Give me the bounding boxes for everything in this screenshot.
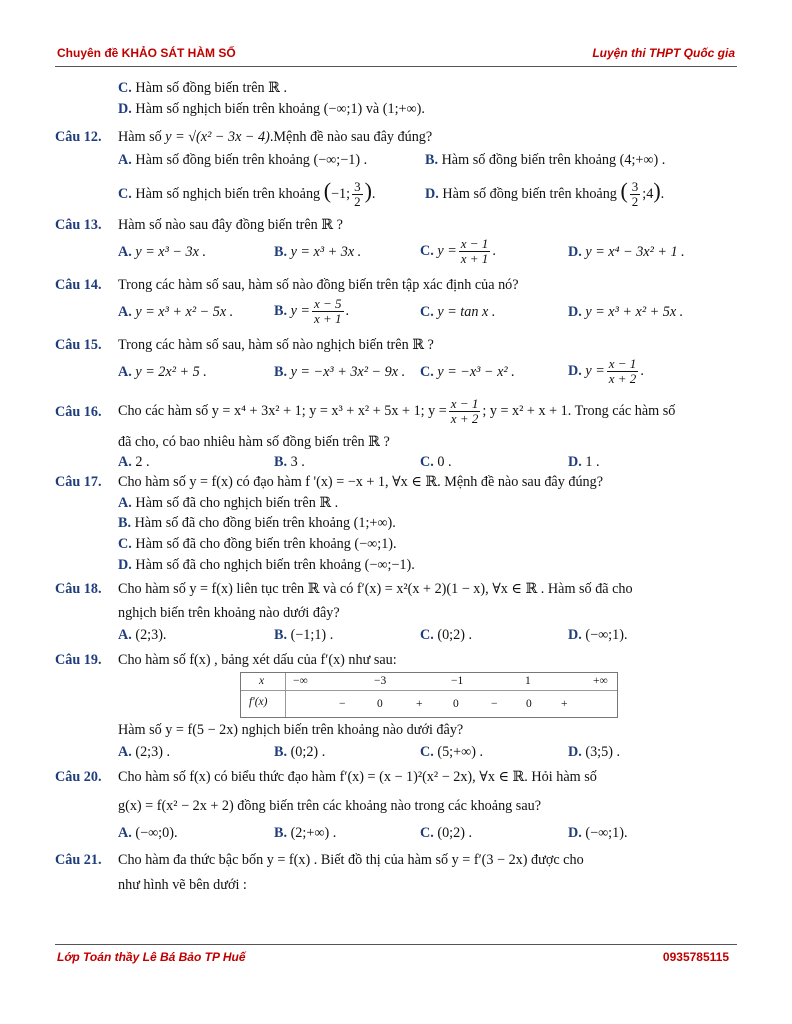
sign-table bbox=[240, 672, 618, 718]
sign-table-f-label: f′(x) bbox=[249, 696, 268, 708]
sign-table-x-label: x bbox=[259, 675, 265, 687]
header-course: Luyện thi THPT Quốc gia bbox=[592, 46, 735, 60]
q13-label: Câu 13. bbox=[55, 217, 102, 233]
q16-option-d: D. 1 . bbox=[568, 454, 600, 470]
sign-table-sign: + bbox=[416, 698, 423, 710]
q13-stem: Hàm số nào sau đây đồng biến trên ℝ ? bbox=[118, 217, 343, 233]
q12-stem: Hàm số y = √(x² − 3x − 4).Mệnh đề nào sau đây đúng? bbox=[118, 129, 433, 145]
q16-option-c: C. 0 . bbox=[420, 454, 452, 470]
sign-table-x-value: −∞ bbox=[293, 675, 308, 687]
q19-stem: Cho hàm số f(x) , bảng xét dấu của f′(x) như sau: bbox=[118, 652, 397, 668]
q14-option-a: A. y = x³ + x² − 5x . bbox=[118, 304, 234, 320]
q14-option-b: B. y = $\frac{x - 5}{x + 1}$ . bbox=[274, 296, 350, 327]
footer-rule bbox=[55, 944, 737, 945]
q15-stem: Trong các hàm số sau, hàm số nào nghịch biến trên ℝ ? bbox=[118, 337, 434, 353]
q18-option-d: D. (−∞;1). bbox=[568, 627, 628, 643]
q13-option-b: B. y = x³ + 3x . bbox=[274, 244, 362, 260]
sign-table-sign: 0 bbox=[526, 698, 532, 710]
q20-label: Câu 20. bbox=[55, 769, 102, 785]
sign-table-sign: 0 bbox=[453, 698, 459, 710]
sign-table-x-value: −1 bbox=[451, 675, 464, 687]
sign-table-divider bbox=[285, 673, 286, 717]
q15-option-c: C. y = −x³ − x² . bbox=[420, 364, 515, 380]
q18-option-a: A. (2;3). bbox=[118, 627, 167, 643]
header-rule bbox=[55, 66, 737, 67]
q21-stem-cont: như hình vẽ bên dưới : bbox=[118, 877, 247, 893]
q20-option-b: B. (2;+∞) . bbox=[274, 825, 337, 841]
q14-stem: Trong các hàm số sau, hàm số nào đồng biến trên tập xác định của nó? bbox=[118, 277, 519, 293]
q17-option-b: B. Hàm số đã cho đồng biến trên khoảng (1;+∞). bbox=[118, 515, 396, 531]
q17-option-a: A. Hàm số đã cho nghịch biến trên ℝ . bbox=[118, 495, 339, 511]
q16-stem: Cho các hàm số y = x⁴ + 3x² + 1; y = x³ + x² + 5x + 1; y = $\frac{x - 1}{x + 2}$ ; y = x² + x + 1. Trong các hàm số bbox=[118, 396, 676, 427]
q12-option-c: C. Hàm số nghịch biến trên khoảng (−1; $\frac{3}{2}$ ). bbox=[118, 178, 376, 210]
q16-option-a: A. 2 . bbox=[118, 454, 150, 470]
q11-option-c: C. Hàm số đồng biến trên ℝ . bbox=[118, 80, 288, 96]
q13-option-d: D. y = x⁴ − 3x² + 1 . bbox=[568, 244, 685, 260]
sign-table-sign: 0 bbox=[377, 698, 383, 710]
q16-label: Câu 16. bbox=[55, 404, 102, 420]
q13-option-c: C. y = $\frac{x - 1}{x + 1}$ . bbox=[420, 236, 496, 267]
q15-option-a: A. y = 2x² + 5 . bbox=[118, 364, 207, 380]
q19-option-c: C. (5;+∞) . bbox=[420, 744, 484, 760]
q18-stem: Cho hàm số y = f(x) liên tục trên ℝ và có f′(x) = x²(x + 2)(1 − x), ∀x ∈ ℝ . Hàm số đã cho bbox=[118, 581, 633, 597]
q12-option-b: B. Hàm số đồng biến trên khoảng (4;+∞) . bbox=[425, 152, 666, 168]
q12-option-d: D. Hàm số đồng biến trên khoảng ( $\frac{3}{2}$ ;4). bbox=[425, 178, 665, 210]
sign-table-sign: + bbox=[561, 698, 568, 710]
q17-stem: Cho hàm số y = f(x) có đạo hàm f '(x) = −x + 1, ∀x ∈ ℝ. Mệnh đề nào sau đây đúng? bbox=[118, 474, 604, 490]
q19-stem-cont: Hàm số y = f(5 − 2x) nghịch biến trên khoảng nào dưới đây? bbox=[118, 722, 464, 738]
q18-label: Câu 18. bbox=[55, 581, 102, 597]
q19-option-d: D. (3;5) . bbox=[568, 744, 621, 760]
q18-option-b: B. (−1;1) . bbox=[274, 627, 334, 643]
q14-option-c: C. y = tan x . bbox=[420, 304, 496, 320]
q13-option-a: A. y = x³ − 3x . bbox=[118, 244, 207, 260]
sign-table-x-value: +∞ bbox=[593, 675, 608, 687]
page-header bbox=[55, 46, 737, 64]
q17-option-d: D. Hàm số đã cho nghịch biến trên khoảng (−∞;−1). bbox=[118, 557, 415, 573]
q14-option-d: D. y = x³ + x² + 5x . bbox=[568, 304, 684, 320]
q11-option-d: D. Hàm số nghịch biến trên khoảng (−∞;1) và (1;+∞). bbox=[118, 101, 425, 117]
q16-option-b: B. 3 . bbox=[274, 454, 305, 470]
q14-label: Câu 14. bbox=[55, 277, 102, 293]
q19-label: Câu 19. bbox=[55, 652, 102, 668]
q20-stem-cont: g(x) = f(x² − 2x + 2) đồng biến trên các khoảng nào trong các khoảng sau? bbox=[118, 798, 542, 814]
q18-option-c: C. (0;2) . bbox=[420, 627, 473, 643]
q20-option-c: C. (0;2) . bbox=[420, 825, 473, 841]
q15-option-d: D. y = $\frac{x - 1}{x + 2}$ . bbox=[568, 356, 644, 387]
q19-option-a: A. (2;3) . bbox=[118, 744, 171, 760]
q20-stem: Cho hàm số f(x) có biểu thức đạo hàm f′(x) = (x − 1)²(x² − 2x), ∀x ∈ ℝ. Hỏi hàm số bbox=[118, 769, 597, 785]
q12-label: Câu 12. bbox=[55, 129, 102, 145]
sign-table-x-value: −3 bbox=[374, 675, 387, 687]
q21-stem: Cho hàm đa thức bậc bốn y = f(x) . Biết đồ thị của hàm số y = f′(3 − 2x) được cho bbox=[118, 852, 584, 868]
q16-stem-cont: đã cho, có bao nhiêu hàm số đồng biến trên ℝ ? bbox=[118, 434, 390, 450]
sign-table-sign: − bbox=[491, 698, 498, 710]
footer-author: Lớp Toán thầy Lê Bá Bảo TP Huế bbox=[57, 950, 246, 964]
q18-stem-cont: nghịch biến trên khoảng nào dưới đây? bbox=[118, 605, 340, 621]
q20-option-a: A. (−∞;0). bbox=[118, 825, 178, 841]
q15-option-b: B. y = −x³ + 3x² − 9x . bbox=[274, 364, 406, 380]
header-topic: Chuyên đề KHẢO SÁT HÀM SỐ bbox=[57, 46, 236, 60]
sign-table-x-value: 1 bbox=[525, 675, 531, 687]
footer-phone: 0935785115 bbox=[662, 950, 729, 964]
q15-label: Câu 15. bbox=[55, 337, 102, 353]
q17-option-c: C. Hàm số đã cho đồng biến trên khoảng (−∞;1). bbox=[118, 536, 397, 552]
q12-option-a: A. Hàm số đồng biến trên khoảng (−∞;−1) . bbox=[118, 152, 368, 168]
q19-option-b: B. (0;2) . bbox=[274, 744, 326, 760]
sign-table-sign: − bbox=[339, 698, 346, 710]
q20-option-d: D. (−∞;1). bbox=[568, 825, 628, 841]
q21-label: Câu 21. bbox=[55, 852, 102, 868]
q17-label: Câu 17. bbox=[55, 474, 102, 490]
